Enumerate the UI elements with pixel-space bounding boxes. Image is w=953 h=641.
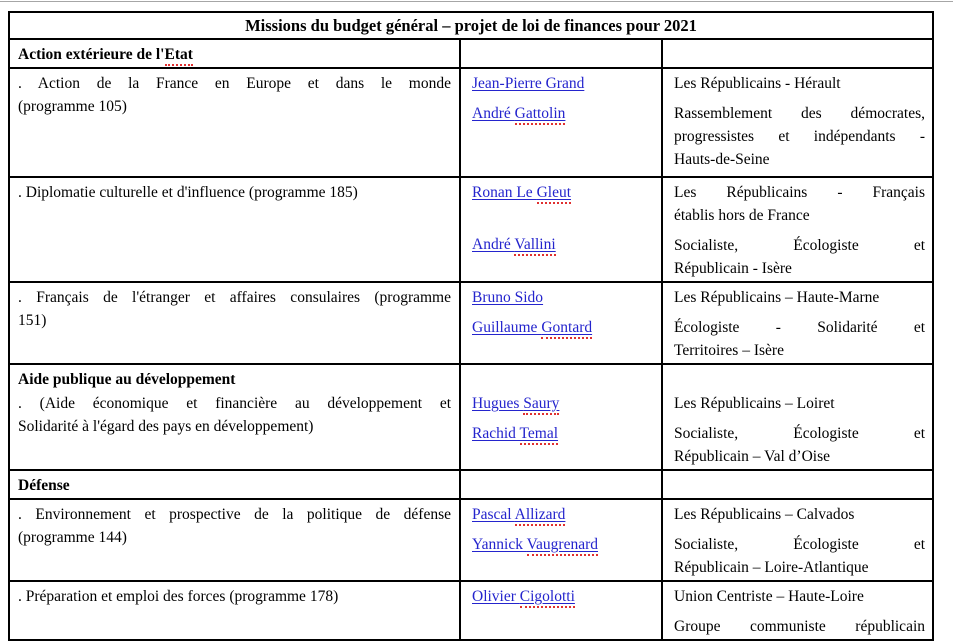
text-line: [472, 422, 653, 445]
row-programme-151: [9, 282, 933, 364]
mission-cell: [9, 177, 460, 282]
text-segment: Socialiste, Écologiste et: [674, 237, 926, 254]
misspelled-word: Gleut: [537, 184, 571, 204]
text-segment: Guillaume: [472, 319, 542, 336]
text-paragraph: [18, 503, 451, 549]
text-segment: Aide publique au développement: [18, 371, 236, 388]
misspelled-word: Saury: [523, 395, 559, 415]
text-segment: Hugues: [472, 395, 524, 412]
rapporteur-paragraph: [472, 503, 653, 526]
text-segment: Rassemblement des démocrates,: [674, 105, 926, 122]
table-title-row: [9, 12, 933, 39]
text-segment: Les Républicains – Haute-Marne: [674, 289, 880, 306]
text-line: [674, 339, 925, 362]
text-segment: Défense: [18, 477, 70, 494]
text-segment: Hauts-de-Seine: [674, 151, 770, 168]
rapporteur-cell: [460, 68, 662, 177]
text-line: [674, 102, 925, 125]
text-segment: Yannick: [472, 536, 527, 553]
misspelled-word: Temal: [520, 425, 559, 445]
rapporteur-paragraph: [472, 102, 653, 125]
text-segment: Territoires – Isère: [674, 342, 784, 359]
text-segment: Pascal: [472, 506, 515, 523]
text-segment: André: [472, 105, 515, 122]
text-segment: Rachid: [472, 425, 520, 442]
text-segment: Bruno Sido: [472, 289, 544, 306]
text-segment: Les Républicains – Calvados: [674, 506, 855, 523]
rapporteur-paragraph: [472, 72, 653, 95]
text-line: [18, 474, 451, 497]
text-segment: 151): [18, 312, 47, 329]
text-line: [674, 392, 925, 415]
text-line: [674, 148, 925, 171]
text-segment: . Français de l'étranger et affaires consulaires (programme: [18, 289, 451, 306]
text-paragraph: [674, 72, 925, 95]
rapporteur-paragraph: [472, 533, 653, 556]
section-row-action-exterieure: [9, 39, 933, 68]
text-line: [472, 102, 653, 125]
row-aide-publique: [9, 364, 933, 470]
text-segment: (programme 144): [18, 529, 127, 546]
text-line: [18, 503, 451, 526]
text-segment: Solidarité à l'égard des pays en développement): [18, 418, 314, 435]
section-heading: [18, 43, 451, 66]
text-line: [18, 392, 451, 415]
text-segment: . (Aide économique et financière au développement et: [18, 395, 451, 412]
text-line: [674, 316, 925, 339]
section-row-defense: [9, 470, 933, 499]
rapporteur-paragraph: [472, 233, 653, 256]
text-line: [18, 309, 451, 332]
rapporteur-cell: [460, 499, 662, 581]
rapporteur-link[interactable]: [472, 105, 565, 125]
text-paragraph: [18, 181, 451, 204]
misspelled-word: Allizard: [515, 506, 566, 526]
text-segment: Socialiste, Écologiste et: [674, 425, 926, 442]
text-line: [674, 615, 925, 638]
row-programme-185: [9, 177, 933, 282]
group-cell: [662, 499, 933, 581]
text-paragraph: [674, 181, 925, 227]
text-segment: Les Républicains - Hérault: [674, 75, 841, 92]
text-paragraph: [18, 392, 451, 438]
text-line: [18, 72, 451, 95]
rapporteur-cell: [460, 581, 662, 640]
text-paragraph: [674, 615, 925, 638]
text-line: [674, 533, 925, 556]
text-line: [472, 316, 653, 339]
mission-cell: [9, 499, 460, 581]
text-line: [674, 286, 925, 309]
page-top-divider: [0, 1, 953, 2]
text-line: [472, 533, 653, 556]
misspelled-word: Vaugrenard: [527, 536, 598, 556]
text-paragraph: [18, 585, 451, 608]
text-paragraph: [674, 533, 925, 579]
group-cell: [662, 282, 933, 364]
text-line: [18, 43, 451, 66]
rapporteur-paragraph: [472, 286, 653, 309]
text-line: [674, 503, 925, 526]
text-segment: Républicain – Val d’Oise: [674, 448, 830, 465]
rapporteur-link[interactable]: [472, 588, 575, 608]
rapporteur-link[interactable]: [472, 395, 559, 415]
text-paragraph: [674, 503, 925, 526]
rapporteur-link[interactable]: [472, 289, 543, 306]
text-line: [18, 415, 451, 438]
text-line: [18, 95, 451, 118]
budget-missions-table: [8, 11, 934, 641]
text-line: [674, 204, 925, 227]
rapporteur-link[interactable]: [472, 236, 556, 256]
rapporteur-cell: [460, 282, 662, 364]
text-segment: (programme 105): [18, 98, 127, 115]
misspelled-word: Vallini: [514, 236, 555, 256]
text-line: [472, 392, 653, 415]
text-line: [472, 233, 653, 256]
group-cell: [662, 364, 933, 470]
text-paragraph: [674, 286, 925, 309]
text-segment: Les Républicains – Loiret: [674, 395, 835, 412]
text-line: [472, 585, 653, 608]
rapporteur-link[interactable]: [472, 506, 565, 526]
misspelled-word: Cigolotti: [520, 588, 575, 608]
text-segment: établis hors de France: [674, 207, 810, 224]
group-cell: [662, 177, 933, 282]
rapporteur-paragraph: [472, 181, 653, 204]
text-segment: Action extérieure de l': [18, 46, 165, 63]
rapporteur-link[interactable]: [472, 184, 571, 204]
rapporteur-paragraph: [472, 316, 653, 339]
text-line: [674, 585, 925, 608]
text-line: [674, 422, 925, 445]
text-paragraph: [674, 316, 925, 362]
rapporteur-cell: [460, 364, 662, 470]
text-segment: Groupe communiste républicain: [674, 618, 926, 635]
mission-cell: [9, 68, 460, 177]
mission-cell: [9, 581, 460, 640]
text-line: [674, 234, 925, 257]
text-paragraph: [674, 585, 925, 608]
rapporteur-link[interactable]: [472, 75, 584, 92]
rapporteur-paragraph: [472, 392, 653, 415]
table-title: Missions du budget général – projet de loi de finances pour 2021: [9, 12, 933, 39]
misspelled-word: Gattolin: [515, 105, 566, 125]
text-segment: . Action de la France en Europe et dans le monde: [18, 75, 451, 92]
text-paragraph: [674, 234, 925, 280]
text-segment: Républicain – Loire-Atlantique: [674, 559, 869, 576]
group-cell: [662, 39, 933, 68]
text-segment: . Environnement et prospective de la politique de défense: [18, 506, 451, 523]
rapporteur-link[interactable]: [472, 319, 592, 339]
rapporteur-link[interactable]: [472, 425, 558, 445]
section-heading: [18, 474, 451, 497]
text-line: [674, 72, 925, 95]
text-segment: André: [472, 236, 515, 253]
row-programme-178: [9, 581, 933, 640]
row-programme-105: [9, 68, 933, 177]
text-paragraph: [674, 102, 925, 171]
text-line: [18, 526, 451, 549]
misspelled-word: Etat: [165, 46, 193, 66]
text-line: [18, 181, 451, 204]
mission-cell: [9, 282, 460, 364]
rapporteur-paragraph: [472, 422, 653, 445]
text-line: [472, 286, 653, 309]
text-line: [18, 585, 451, 608]
text-paragraph: [18, 72, 451, 118]
text-segment: Union Centriste – Haute-Loire: [674, 588, 864, 605]
rapporteur-cell: [460, 39, 662, 68]
text-line: [472, 503, 653, 526]
group-cell: [662, 470, 933, 499]
rapporteur-cell: [460, 470, 662, 499]
text-segment: Ronan Le: [472, 184, 537, 201]
group-cell: [662, 581, 933, 640]
section-heading: [18, 368, 451, 391]
text-segment: Olivier: [472, 588, 520, 605]
text-paragraph: [18, 286, 451, 332]
text-line: [18, 286, 451, 309]
text-line: [472, 181, 653, 204]
text-segment: progressistes et indépendants -: [674, 128, 926, 145]
mission-cell: [9, 39, 460, 68]
text-segment: Socialiste, Écologiste et: [674, 536, 926, 553]
text-segment: Républicain - Isère: [674, 260, 792, 277]
text-segment: Jean-Pierre Grand: [472, 75, 585, 92]
text-paragraph: [674, 422, 925, 468]
text-line: [674, 445, 925, 468]
rapporteur-paragraph: [472, 585, 653, 608]
text-line: [18, 368, 451, 391]
text-segment: . Préparation et emploi des forces (programme 178): [18, 588, 339, 605]
text-line: [674, 556, 925, 579]
text-segment: . Diplomatie culturelle et d'influence (programme 185): [18, 184, 358, 201]
rapporteur-cell: [460, 177, 662, 282]
misspelled-word: Gontard: [541, 319, 592, 339]
row-programme-144: [9, 499, 933, 581]
text-line: [674, 257, 925, 280]
text-line: [674, 125, 925, 148]
text-paragraph: [674, 392, 925, 415]
group-cell: [662, 68, 933, 177]
mission-cell: [9, 470, 460, 499]
text-line: [674, 181, 925, 204]
text-segment: Écologiste - Solidarité et: [674, 319, 926, 336]
rapporteur-link[interactable]: [472, 536, 598, 556]
text-line: [472, 72, 653, 95]
text-segment: Les Républicains - Français: [674, 184, 926, 201]
mission-cell: [9, 364, 460, 470]
